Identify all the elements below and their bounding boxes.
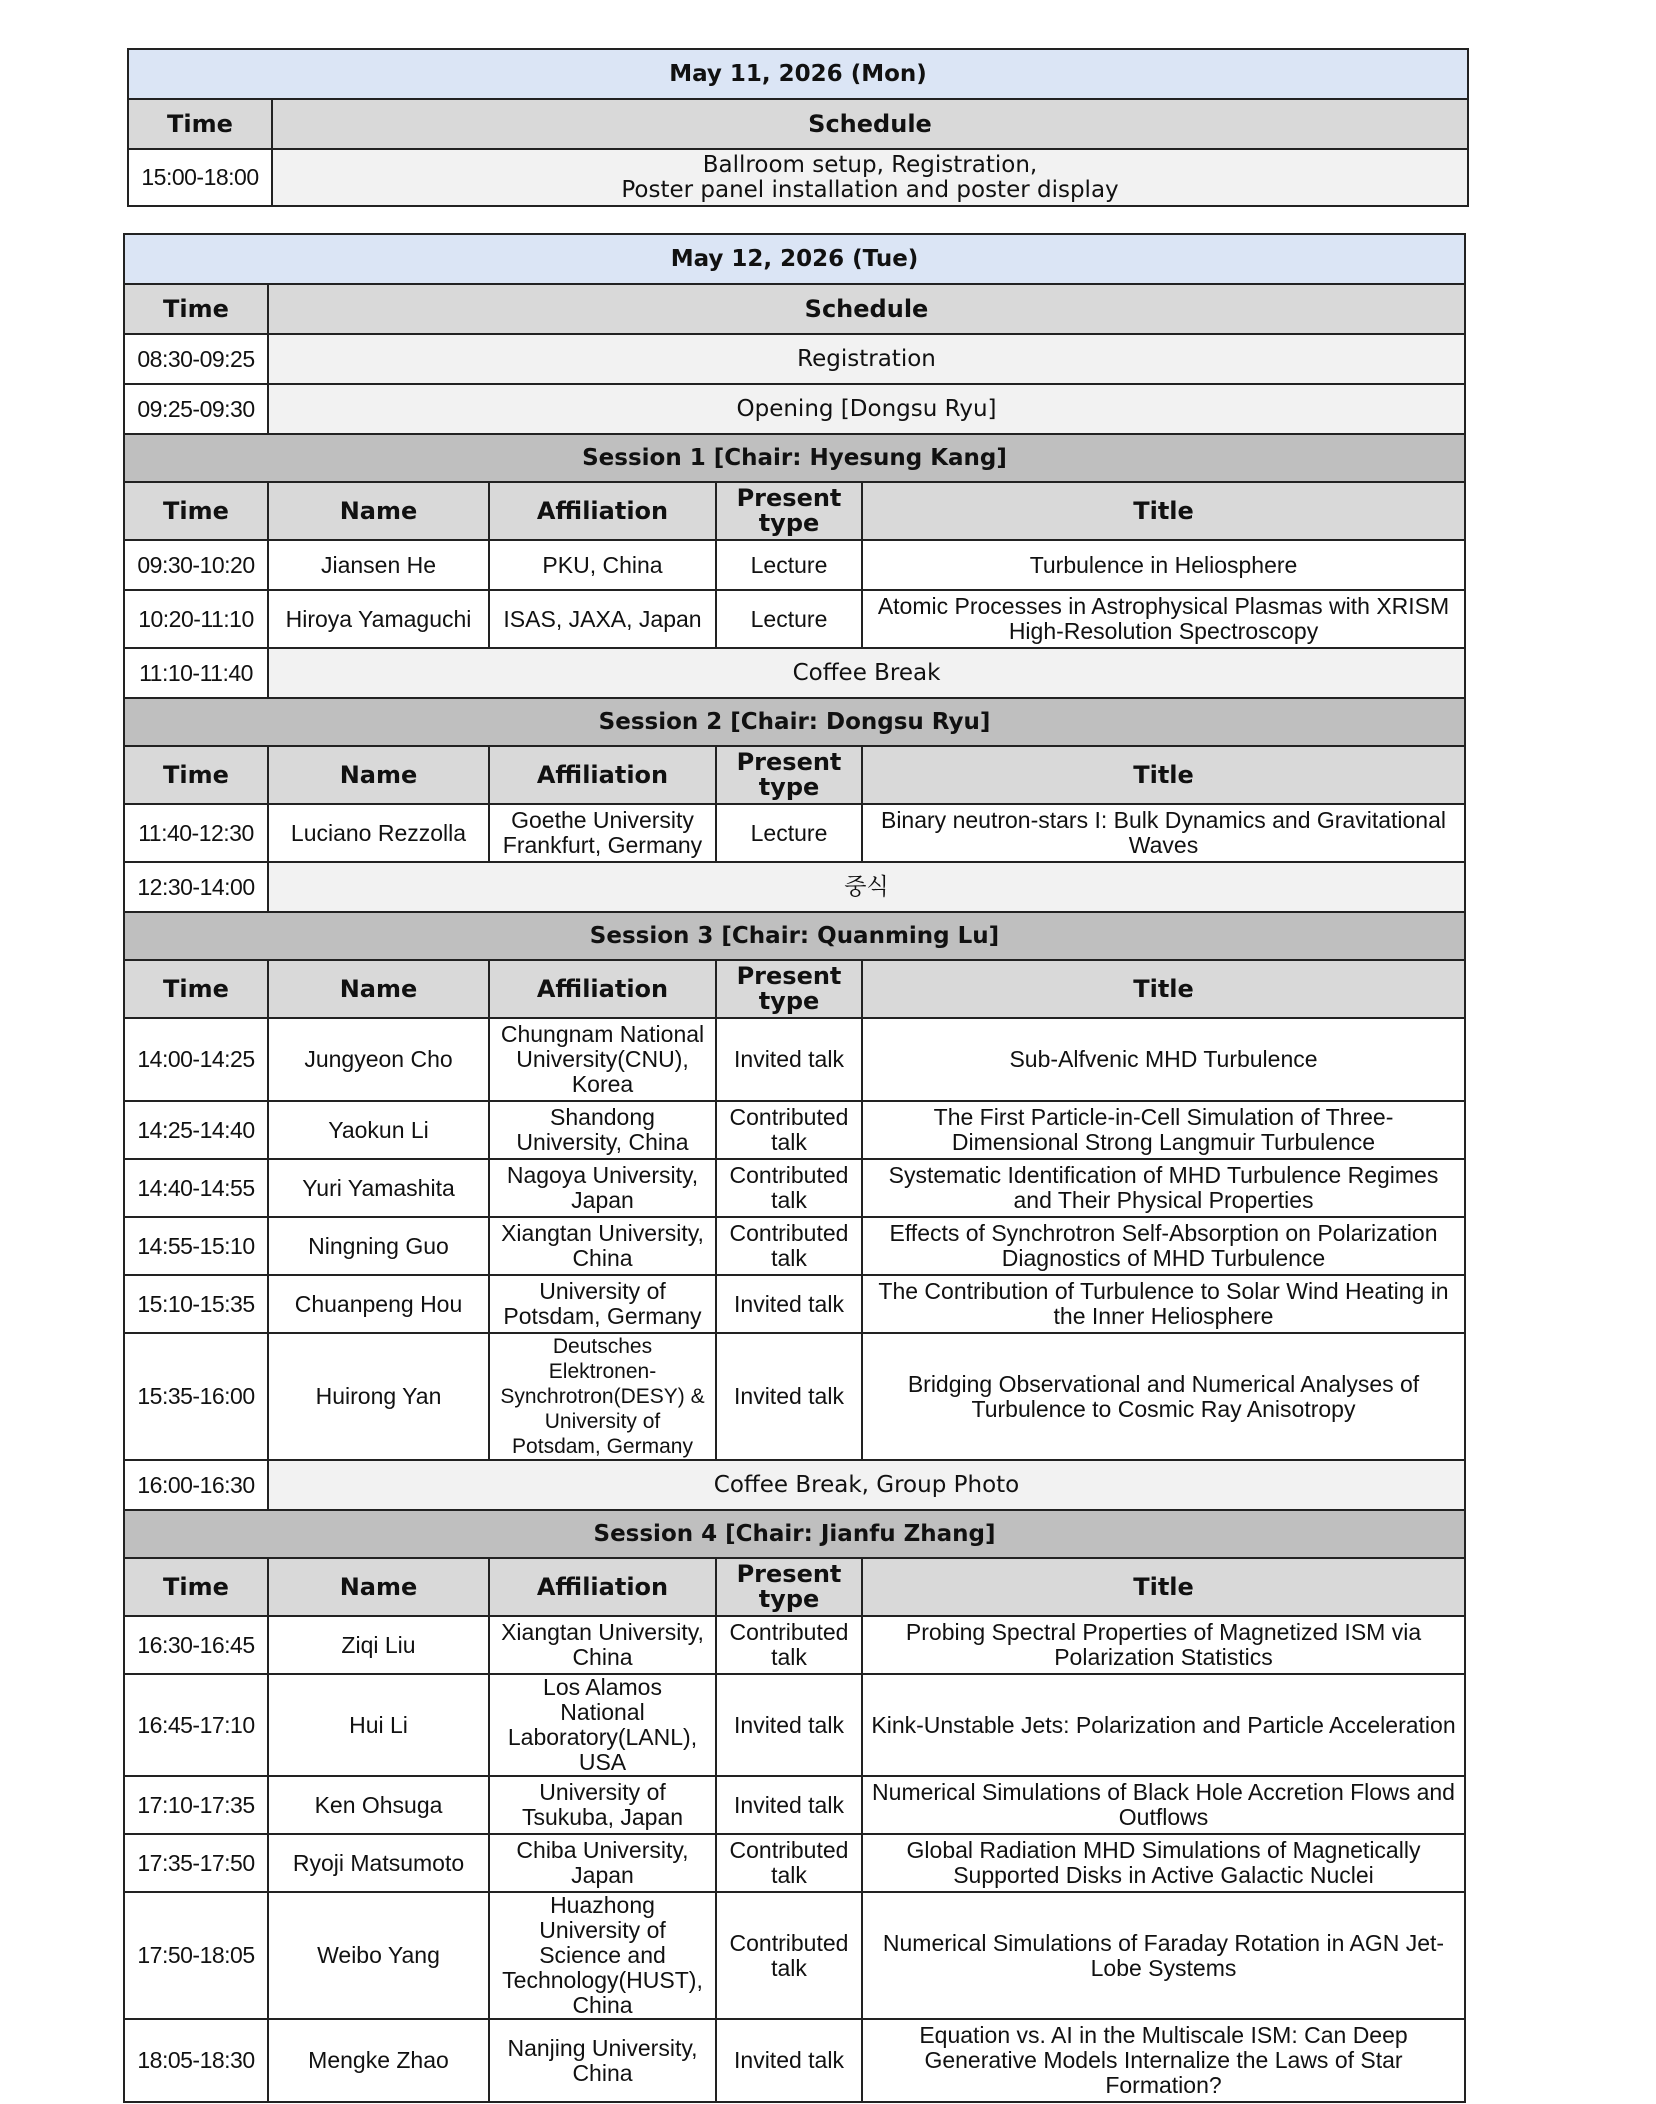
time-cell: 09:30-10:20 [124, 540, 268, 590]
present-type-line: Present [736, 962, 842, 990]
date-header [128, 49, 1468, 99]
time-cell: 10:20-11:10 [124, 590, 268, 648]
present-type: Contributed talk [716, 1159, 862, 1217]
present-type-line: Present [736, 1560, 842, 1588]
title-column-header: Title [862, 1558, 1465, 1616]
present-type: Lecture [716, 804, 862, 862]
speaker-affiliation: Goethe University Frankfurt, Germany [489, 804, 716, 862]
time-cell: 17:35-17:50 [124, 1834, 268, 1892]
talk-column-header-row [124, 960, 1465, 1018]
time-column-header: Time [124, 1558, 268, 1616]
time-cell: 11:10-11:40 [124, 648, 268, 698]
talk-row [124, 804, 1465, 862]
present-type-line: Present [736, 484, 842, 512]
name-column-header: Name [268, 746, 489, 804]
time-column-header: Time [124, 284, 268, 334]
talk-row [124, 540, 1465, 590]
speaker-affiliation: Xiangtan University, China [489, 1217, 716, 1275]
speaker-affiliation: Los Alamos National Laboratory(LANL), USA [489, 1674, 716, 1776]
break-cell: Coffee Break, Group Photo [268, 1460, 1465, 1510]
present-type: Contributed talk [716, 1834, 862, 1892]
speaker-affiliation: Nanjing University, China [489, 2019, 716, 2102]
speaker-name: Weibo Yang [268, 1892, 489, 2019]
present-type: Contributed talk [716, 1101, 862, 1159]
time-cell: 17:10-17:35 [124, 1776, 268, 1834]
session-title: Session 4 [Chair: Jianfu Zhang] [124, 1510, 1465, 1558]
speaker-affiliation: Huazhong University of Science and Technology(HUST), China [489, 1892, 716, 2019]
talk-row [124, 1159, 1465, 1217]
time-cell: 15:10-15:35 [124, 1275, 268, 1333]
talk-column-header-row [124, 1558, 1465, 1616]
time-cell: 14:00-14:25 [124, 1018, 268, 1101]
present-type: Lecture [716, 540, 862, 590]
speaker-affiliation: ISAS, JAXA, Japan [489, 590, 716, 648]
time-column-header: Time [124, 746, 268, 804]
schedule-row [128, 149, 1468, 206]
name-column-header: Name [268, 482, 489, 540]
affiliation-column-header: Affiliation [489, 960, 716, 1018]
time-cell: 15:35-16:00 [124, 1333, 268, 1460]
present-type-line: type [758, 987, 820, 1015]
speaker-name: Ningning Guo [268, 1217, 489, 1275]
time-cell: 14:25-14:40 [124, 1101, 268, 1159]
speaker-affiliation: Deutsches Elektronen-Synchrotron(DESY) & University of Potsdam, Germany [489, 1333, 716, 1460]
time-cell: 16:00-16:30 [124, 1460, 268, 1510]
present-type-line: type [758, 1585, 820, 1613]
present-type-line: Present [736, 748, 842, 776]
talk-row [124, 1101, 1465, 1159]
session-header [124, 1510, 1465, 1558]
title-column-header: Title [862, 960, 1465, 1018]
talk-title: Sub-Alfvenic MHD Turbulence [862, 1018, 1465, 1101]
talk-row [124, 1217, 1465, 1275]
day2-schedule-table [123, 233, 1466, 2103]
speaker-affiliation: Chungnam National University(CNU), Korea [489, 1018, 716, 1101]
present-type: Invited talk [716, 1018, 862, 1101]
speaker-name: Hui Li [268, 1674, 489, 1776]
speaker-name: Huirong Yan [268, 1333, 489, 1460]
speaker-affiliation: University of Potsdam, Germany [489, 1275, 716, 1333]
speaker-name: Ryoji Matsumoto [268, 1834, 489, 1892]
speaker-name: Ziqi Liu [268, 1616, 489, 1674]
name-column-header: Name [268, 1558, 489, 1616]
present-type-column-header [716, 482, 862, 540]
talk-title: Atomic Processes in Astrophysical Plasmas with XRISM High-Resolution Spectroscopy [862, 590, 1465, 648]
talk-title: Turbulence in Heliosphere [862, 540, 1465, 590]
affiliation-column-header: Affiliation [489, 746, 716, 804]
speaker-name: Hiroya Yamaguchi [268, 590, 489, 648]
talk-row [124, 1892, 1465, 2019]
time-cell: 14:40-14:55 [124, 1159, 268, 1217]
affiliation-column-header: Affiliation [489, 482, 716, 540]
session-header [124, 434, 1465, 482]
time-cell: 08:30-09:25 [124, 334, 268, 384]
talk-row [124, 2019, 1465, 2102]
speaker-affiliation: Shandong University, China [489, 1101, 716, 1159]
speaker-name: Jiansen He [268, 540, 489, 590]
present-type: Invited talk [716, 1275, 862, 1333]
opening-row [124, 384, 1465, 434]
talk-row [124, 1776, 1465, 1834]
time-cell: 12:30-14:00 [124, 862, 268, 912]
speaker-affiliation: Nagoya University, Japan [489, 1159, 716, 1217]
speaker-name: Chuanpeng Hou [268, 1275, 489, 1333]
present-type-column-header [716, 960, 862, 1018]
time-cell: 16:30-16:45 [124, 1616, 268, 1674]
column-header-row [124, 284, 1465, 334]
session-header [124, 698, 1465, 746]
present-type-line: type [758, 509, 820, 537]
talk-title: Binary neutron-stars I: Bulk Dynamics and Gravitational Waves [862, 804, 1465, 862]
talk-title: Systematic Identification of MHD Turbulence Regimes and Their Physical Properties [862, 1159, 1465, 1217]
session-title: Session 3 [Chair: Quanming Lu] [124, 912, 1465, 960]
schedule-line: Ballroom setup, Registration, [702, 151, 1038, 178]
talk-title: Equation vs. AI in the Multiscale ISM: Can Deep Generative Models Internalize the Laws of Star Formation? [862, 2019, 1465, 2102]
speaker-name: Luciano Rezzolla [268, 804, 489, 862]
time-cell: 14:55-15:10 [124, 1217, 268, 1275]
session-title: Session 2 [Chair: Dongsu Ryu] [124, 698, 1465, 746]
schedule-column-header: Schedule [268, 284, 1465, 334]
talk-title: The Contribution of Turbulence to Solar Wind Heating in the Inner Heliosphere [862, 1275, 1465, 1333]
present-type: Invited talk [716, 1776, 862, 1834]
column-header-row [128, 99, 1468, 149]
day1-schedule-table [127, 48, 1469, 207]
speaker-name: Mengke Zhao [268, 2019, 489, 2102]
talk-row [124, 1616, 1465, 1674]
talk-title: Effects of Synchrotron Self-Absorption on Polarization Diagnostics of MHD Turbulence [862, 1217, 1465, 1275]
present-type-line: type [758, 773, 820, 801]
time-cell: 09:25-09:30 [124, 384, 268, 434]
date-label: May 11, 2026 (Mon) [128, 49, 1468, 99]
speaker-name: Jungyeon Cho [268, 1018, 489, 1101]
speaker-affiliation: PKU, China [489, 540, 716, 590]
speaker-affiliation: Chiba University, Japan [489, 1834, 716, 1892]
present-type: Lecture [716, 590, 862, 648]
opening-cell: Opening [Dongsu Ryu] [268, 384, 1465, 434]
speaker-name: Yuri Yamashita [268, 1159, 489, 1217]
date-label: May 12, 2026 (Tue) [124, 234, 1465, 284]
schedule-cell [272, 149, 1468, 206]
talk-row [124, 1275, 1465, 1333]
talk-title: Kink-Unstable Jets: Polarization and Particle Acceleration [862, 1674, 1465, 1776]
talk-title: Numerical Simulations of Faraday Rotation in AGN Jet-Lobe Systems [862, 1892, 1465, 2019]
talk-title: Probing Spectral Properties of Magnetized ISM via Polarization Statistics [862, 1616, 1465, 1674]
title-column-header: Title [862, 482, 1465, 540]
speaker-affiliation: University of Tsukuba, Japan [489, 1776, 716, 1834]
time-cell: 11:40-12:30 [124, 804, 268, 862]
name-column-header: Name [268, 960, 489, 1018]
registration-row [124, 334, 1465, 384]
talk-title: Global Radiation MHD Simulations of Magnetically Supported Disks in Active Galactic Nuclei [862, 1834, 1465, 1892]
talk-row [124, 1674, 1465, 1776]
speaker-affiliation: Xiangtan University, China [489, 1616, 716, 1674]
time-cell: 15:00-18:00 [128, 149, 272, 206]
lunch-cell: 중식 [268, 862, 1465, 912]
schedule-line: Poster panel installation and poster display [621, 176, 1119, 203]
time-column-header: Time [124, 482, 268, 540]
present-type: Invited talk [716, 1333, 862, 1460]
time-column-header: Time [128, 99, 272, 149]
talk-title: The First Particle-in-Cell Simulation of Three-Dimensional Strong Langmuir Turbulence [862, 1101, 1465, 1159]
talk-title: Bridging Observational and Numerical Analyses of Turbulence to Cosmic Ray Anisotropy [862, 1333, 1465, 1460]
present-type: Contributed talk [716, 1892, 862, 2019]
time-cell: 18:05-18:30 [124, 2019, 268, 2102]
break-cell: Coffee Break [268, 648, 1465, 698]
time-cell: 16:45-17:10 [124, 1674, 268, 1776]
present-type: Contributed talk [716, 1217, 862, 1275]
break-row [124, 648, 1465, 698]
talk-row [124, 1018, 1465, 1101]
present-type: Invited talk [716, 2019, 862, 2102]
break-row [124, 1460, 1465, 1510]
talk-title: Numerical Simulations of Black Hole Accretion Flows and Outflows [862, 1776, 1465, 1834]
lunch-row [124, 862, 1465, 912]
schedule-column-header: Schedule [272, 99, 1468, 149]
talk-row [124, 590, 1465, 648]
registration-cell: Registration [268, 334, 1465, 384]
affiliation-column-header: Affiliation [489, 1558, 716, 1616]
talk-row [124, 1333, 1465, 1460]
title-column-header: Title [862, 746, 1465, 804]
date-header [124, 234, 1465, 284]
time-cell: 17:50-18:05 [124, 1892, 268, 2019]
talk-column-header-row [124, 482, 1465, 540]
present-type: Invited talk [716, 1674, 862, 1776]
talk-row [124, 1834, 1465, 1892]
speaker-name: Yaokun Li [268, 1101, 489, 1159]
session-header [124, 912, 1465, 960]
session-title: Session 1 [Chair: Hyesung Kang] [124, 434, 1465, 482]
present-type-column-header [716, 1558, 862, 1616]
speaker-name: Ken Ohsuga [268, 1776, 489, 1834]
time-column-header: Time [124, 960, 268, 1018]
talk-column-header-row [124, 746, 1465, 804]
present-type: Contributed talk [716, 1616, 862, 1674]
present-type-column-header [716, 746, 862, 804]
